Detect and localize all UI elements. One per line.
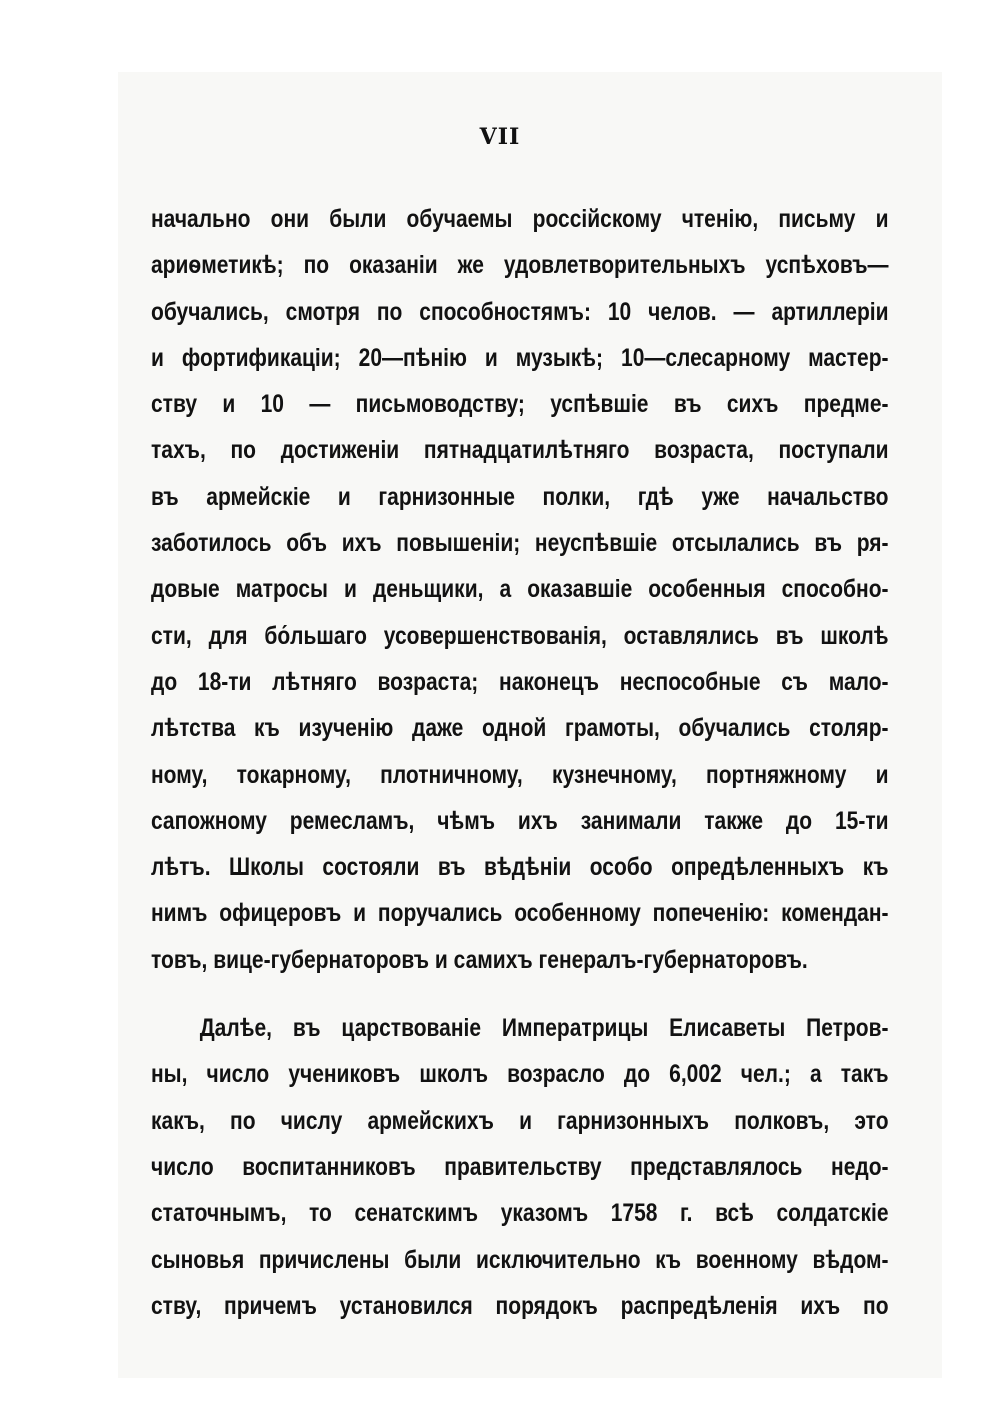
paragraph-1 (151, 196, 889, 983)
text-line: сти, для бо́льшаго усовершенствованія, оставлялись въ школѣ (151, 621, 889, 650)
text-line: лѣтъ. Школы состояли въ вѣдѣніи особо опредѣленныхъ къ (151, 853, 889, 882)
text-line: товъ, вице-губернаторовъ и самихъ генералъ-губернаторовъ. (151, 945, 808, 974)
text-line: ству, причемъ установился порядокъ распредѣленія ихъ по (151, 1291, 889, 1320)
text-line: ству и 10 — письмоводству; успѣвшіе въ сихъ предме- (151, 390, 889, 419)
text-line: начально они были обучаемы россійскому чтенію, письму и (151, 205, 889, 233)
text-line: число воспитанниковъ правительству представлялось недо- (151, 1152, 889, 1181)
text-line: ному, токарному, плотничному, кузнечному, портняжному и (151, 760, 889, 789)
text-line: статочнымъ, то сенатскимъ указомъ 1758 г. всѣ солдатскіе (151, 1199, 889, 1228)
text-line: и фортификаціи; 20—пѣнію и музыкѣ; 10—слесарному мастер- (151, 343, 889, 372)
page-number: VII (479, 124, 521, 150)
text-line: сыновья причислены были исключительно къ военному вѣдом- (151, 1245, 889, 1274)
text-line: до 18-ти лѣтняго возраста; наконецъ неспособные съ мало- (151, 667, 889, 696)
text-line: обучались, смотря по способностямъ: 10 челов. — артиллеріи (151, 297, 889, 326)
text-line: довые матросы и деньщики, а оказавшіе особенныя способно- (151, 575, 889, 604)
text-line: лѣтства къ изученію даже одной грамоты, обучались столяр- (151, 714, 889, 743)
text-line: тахъ, по достиженіи пятнадцатилѣтняго возраста, поступали (151, 436, 889, 465)
text-line: Далѣе, въ царствованіе Императрицы Елисаветы Петров- (199, 1014, 889, 1043)
text-line: нимъ офицеровъ и поручались особенному попеченію: комендан- (151, 899, 889, 928)
text-line: ны, число учениковъ школъ возрасло до 6,002 чел.; а такъ (151, 1060, 889, 1089)
text-line: какъ, по числу армейскихъ и гарнизонныхъ полковъ, это (151, 1106, 889, 1135)
text-line: въ армейскіе и гарнизонные полки, гдѣ уже начальство (151, 482, 889, 511)
text-line: заботилось объ ихъ повышеніи; неуспѣвшіе отсылались въ ря- (151, 529, 889, 558)
body-text (151, 196, 889, 1329)
paragraph-gap (151, 983, 889, 1005)
text-line: сапожному ремесламъ, чѣмъ ихъ занимали также до 15-ти (151, 806, 889, 835)
text-line: ариѳметикѣ; по оказаніи же удовлетворительныхъ успѣховъ— (151, 251, 889, 280)
paragraph-2 (151, 1005, 889, 1329)
